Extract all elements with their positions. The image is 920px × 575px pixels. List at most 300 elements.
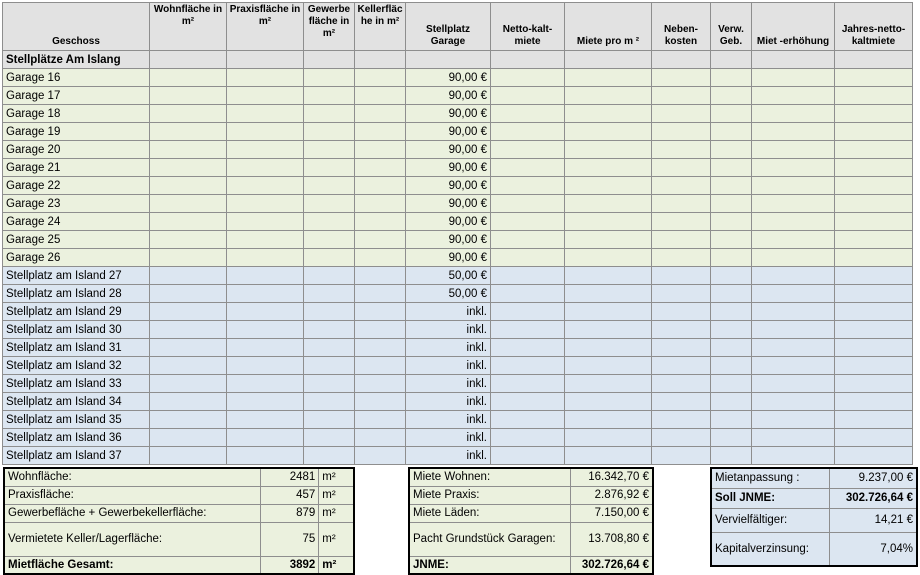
- summary-label[interactable]: Mietanpassung :: [711, 468, 829, 488]
- summary-value[interactable]: 457: [260, 486, 318, 504]
- table-cell[interactable]: [711, 447, 752, 465]
- col-header-nebenkosten[interactable]: Neben-kosten: [652, 3, 711, 51]
- table-cell[interactable]: [150, 357, 227, 375]
- stellplatz-cell[interactable]: inkl.: [406, 357, 491, 375]
- table-cell[interactable]: [652, 141, 711, 159]
- table-cell[interactable]: [355, 69, 406, 87]
- row-label[interactable]: Garage 23: [3, 195, 150, 213]
- table-cell[interactable]: [711, 195, 752, 213]
- table-cell[interactable]: [835, 429, 913, 447]
- table-cell[interactable]: [491, 51, 565, 69]
- table-cell[interactable]: [711, 213, 752, 231]
- summary-label[interactable]: Miete Praxis:: [409, 486, 570, 504]
- table-cell[interactable]: [652, 69, 711, 87]
- table-cell[interactable]: [304, 285, 355, 303]
- table-cell[interactable]: [652, 105, 711, 123]
- summary-label[interactable]: Pacht Grundstück Garagen:: [409, 522, 570, 556]
- table-cell[interactable]: [711, 69, 752, 87]
- stellplatz-cell[interactable]: 90,00 €: [406, 213, 491, 231]
- table-cell[interactable]: [835, 177, 913, 195]
- summary-label[interactable]: Vermietete Keller/Lagerfläche:: [4, 522, 260, 556]
- table-cell[interactable]: [652, 249, 711, 267]
- table-cell[interactable]: [652, 285, 711, 303]
- stellplatz-cell[interactable]: 50,00 €: [406, 285, 491, 303]
- table-cell[interactable]: [835, 195, 913, 213]
- table-cell[interactable]: [565, 105, 652, 123]
- row-label[interactable]: Stellplatz am Island 34: [3, 393, 150, 411]
- table-cell[interactable]: [355, 213, 406, 231]
- col-header-kellerflaeche[interactable]: Kellerfläc he in m²: [355, 3, 406, 51]
- table-cell[interactable]: [565, 87, 652, 105]
- table-cell[interactable]: [711, 429, 752, 447]
- table-cell[interactable]: [835, 249, 913, 267]
- table-cell[interactable]: [711, 339, 752, 357]
- table-cell[interactable]: [835, 267, 913, 285]
- col-header-geschoss[interactable]: Geschoss: [3, 3, 150, 51]
- col-header-gewerbeflaeche[interactable]: Gewerbe fläche in m²: [304, 3, 355, 51]
- table-cell[interactable]: [227, 249, 304, 267]
- table-cell[interactable]: [150, 375, 227, 393]
- table-cell[interactable]: [491, 321, 565, 339]
- table-cell[interactable]: [150, 393, 227, 411]
- stellplatz-cell[interactable]: inkl.: [406, 339, 491, 357]
- col-header-miete-pro-m2[interactable]: Miete pro m ²: [565, 3, 652, 51]
- table-cell[interactable]: [150, 231, 227, 249]
- row-label[interactable]: Stellplatz am Island 37: [3, 447, 150, 465]
- table-cell[interactable]: [150, 303, 227, 321]
- table-cell[interactable]: [227, 375, 304, 393]
- table-cell[interactable]: [565, 429, 652, 447]
- table-cell[interactable]: [227, 51, 304, 69]
- stellplatz-cell[interactable]: inkl.: [406, 447, 491, 465]
- table-cell[interactable]: [565, 249, 652, 267]
- stellplatz-cell[interactable]: 90,00 €: [406, 69, 491, 87]
- table-cell[interactable]: [355, 105, 406, 123]
- summary-value[interactable]: 879: [260, 504, 318, 522]
- section-title[interactable]: Stellplätze Am Islang: [3, 51, 150, 69]
- table-cell[interactable]: [304, 429, 355, 447]
- table-cell[interactable]: [565, 375, 652, 393]
- table-cell[interactable]: [711, 87, 752, 105]
- table-cell[interactable]: [565, 357, 652, 375]
- table-cell[interactable]: [491, 87, 565, 105]
- table-cell[interactable]: [565, 69, 652, 87]
- summary-label[interactable]: Gewerbefläche + Gewerbekellerfläche:: [4, 504, 260, 522]
- table-cell[interactable]: [752, 123, 835, 141]
- row-label[interactable]: Garage 22: [3, 177, 150, 195]
- row-label[interactable]: Stellplatz am Island 27: [3, 267, 150, 285]
- stellplatz-cell[interactable]: 90,00 €: [406, 123, 491, 141]
- row-label[interactable]: Garage 19: [3, 123, 150, 141]
- summary-value[interactable]: 16.342,70 €: [570, 468, 653, 486]
- table-cell[interactable]: [304, 267, 355, 285]
- table-cell[interactable]: [711, 123, 752, 141]
- table-cell[interactable]: [652, 303, 711, 321]
- table-cell[interactable]: [227, 69, 304, 87]
- table-cell[interactable]: [304, 303, 355, 321]
- table-cell[interactable]: [150, 339, 227, 357]
- table-cell[interactable]: [711, 285, 752, 303]
- table-cell[interactable]: [835, 87, 913, 105]
- table-cell[interactable]: [752, 159, 835, 177]
- stellplatz-cell[interactable]: inkl.: [406, 375, 491, 393]
- table-cell[interactable]: [355, 339, 406, 357]
- stellplatz-cell[interactable]: inkl.: [406, 429, 491, 447]
- row-label[interactable]: Garage 26: [3, 249, 150, 267]
- table-cell[interactable]: [227, 393, 304, 411]
- table-cell[interactable]: [491, 231, 565, 249]
- table-cell[interactable]: [752, 321, 835, 339]
- row-label[interactable]: Stellplatz am Island 30: [3, 321, 150, 339]
- table-cell[interactable]: [565, 123, 652, 141]
- table-cell[interactable]: [711, 411, 752, 429]
- col-header-mieterhoehung[interactable]: Miet -erhöhung: [752, 3, 835, 51]
- table-cell[interactable]: [150, 411, 227, 429]
- table-cell[interactable]: [304, 87, 355, 105]
- table-cell[interactable]: [355, 249, 406, 267]
- table-cell[interactable]: [491, 267, 565, 285]
- summary-value[interactable]: 7,04%: [829, 532, 917, 566]
- table-cell[interactable]: [491, 213, 565, 231]
- row-label[interactable]: Stellplatz am Island 29: [3, 303, 150, 321]
- summary-label[interactable]: Vervielfältiger:: [711, 508, 829, 532]
- table-cell[interactable]: [227, 411, 304, 429]
- table-cell[interactable]: [752, 447, 835, 465]
- table-cell[interactable]: [711, 393, 752, 411]
- table-cell[interactable]: [304, 411, 355, 429]
- table-cell[interactable]: [752, 249, 835, 267]
- table-cell[interactable]: [355, 375, 406, 393]
- summary-unit[interactable]: m²: [319, 468, 354, 486]
- table-cell[interactable]: [652, 231, 711, 249]
- table-cell[interactable]: [752, 357, 835, 375]
- stellplatz-cell[interactable]: inkl.: [406, 393, 491, 411]
- table-cell[interactable]: [355, 393, 406, 411]
- table-cell[interactable]: [304, 231, 355, 249]
- table-cell[interactable]: [835, 213, 913, 231]
- summary-unit[interactable]: m²: [319, 504, 354, 522]
- table-cell[interactable]: [835, 339, 913, 357]
- summary-label[interactable]: Wohnfläche:: [4, 468, 260, 486]
- table-cell[interactable]: [304, 321, 355, 339]
- table-cell[interactable]: [711, 231, 752, 249]
- table-cell[interactable]: [835, 411, 913, 429]
- table-cell[interactable]: [652, 411, 711, 429]
- row-label[interactable]: Garage 21: [3, 159, 150, 177]
- table-cell[interactable]: [227, 321, 304, 339]
- table-cell[interactable]: [491, 141, 565, 159]
- summary-value[interactable]: 7.150,00 €: [570, 504, 653, 522]
- table-cell[interactable]: [355, 51, 406, 69]
- stellplatz-cell[interactable]: 90,00 €: [406, 231, 491, 249]
- table-cell[interactable]: [711, 51, 752, 69]
- table-cell[interactable]: [491, 375, 565, 393]
- table-cell[interactable]: [491, 393, 565, 411]
- row-label[interactable]: Stellplatz am Island 36: [3, 429, 150, 447]
- row-label[interactable]: Garage 24: [3, 213, 150, 231]
- table-cell[interactable]: [355, 195, 406, 213]
- row-label[interactable]: Stellplatz am Island 28: [3, 285, 150, 303]
- table-cell[interactable]: [304, 159, 355, 177]
- table-cell[interactable]: [565, 447, 652, 465]
- table-cell[interactable]: [227, 267, 304, 285]
- table-cell[interactable]: [491, 447, 565, 465]
- col-header-nettokaltmiete[interactable]: Netto-kalt-miete: [491, 3, 565, 51]
- row-label[interactable]: Stellplatz am Island 33: [3, 375, 150, 393]
- table-cell[interactable]: [150, 321, 227, 339]
- row-label[interactable]: Stellplatz am Island 35: [3, 411, 150, 429]
- table-cell[interactable]: [835, 303, 913, 321]
- table-cell[interactable]: [565, 141, 652, 159]
- stellplatz-cell[interactable]: inkl.: [406, 303, 491, 321]
- table-cell[interactable]: [150, 249, 227, 267]
- table-cell[interactable]: [835, 51, 913, 69]
- table-cell[interactable]: [491, 357, 565, 375]
- table-cell[interactable]: [304, 177, 355, 195]
- table-cell[interactable]: [491, 105, 565, 123]
- table-cell[interactable]: [491, 339, 565, 357]
- table-cell[interactable]: [752, 141, 835, 159]
- table-cell[interactable]: [355, 87, 406, 105]
- table-cell[interactable]: [565, 411, 652, 429]
- table-cell[interactable]: [227, 231, 304, 249]
- summary-label[interactable]: Kapitalverzinsung:: [711, 532, 829, 566]
- table-cell[interactable]: [227, 177, 304, 195]
- table-cell[interactable]: [227, 123, 304, 141]
- table-cell[interactable]: [752, 267, 835, 285]
- col-header-stellplatz[interactable]: Stellplatz Garage: [406, 3, 491, 51]
- table-cell[interactable]: [227, 339, 304, 357]
- table-cell[interactable]: [304, 69, 355, 87]
- table-cell[interactable]: [355, 231, 406, 249]
- table-cell[interactable]: [711, 267, 752, 285]
- table-cell[interactable]: [565, 303, 652, 321]
- table-cell[interactable]: [227, 285, 304, 303]
- table-cell[interactable]: [355, 159, 406, 177]
- table-cell[interactable]: [491, 123, 565, 141]
- table-cell[interactable]: [304, 105, 355, 123]
- row-label[interactable]: Garage 25: [3, 231, 150, 249]
- table-cell[interactable]: [565, 195, 652, 213]
- table-cell[interactable]: [711, 375, 752, 393]
- table-cell[interactable]: [355, 447, 406, 465]
- stellplatz-cell[interactable]: 90,00 €: [406, 195, 491, 213]
- table-cell[interactable]: [227, 87, 304, 105]
- table-cell[interactable]: [304, 375, 355, 393]
- table-cell[interactable]: [835, 69, 913, 87]
- table-cell[interactable]: [491, 69, 565, 87]
- table-cell[interactable]: [752, 87, 835, 105]
- table-cell[interactable]: [652, 177, 711, 195]
- table-cell[interactable]: [652, 51, 711, 69]
- table-cell[interactable]: [150, 51, 227, 69]
- table-cell[interactable]: [304, 339, 355, 357]
- row-label[interactable]: Stellplatz am Island 32: [3, 357, 150, 375]
- table-cell[interactable]: [227, 141, 304, 159]
- row-label[interactable]: Garage 16: [3, 69, 150, 87]
- table-cell[interactable]: [835, 357, 913, 375]
- table-cell[interactable]: [565, 393, 652, 411]
- table-cell[interactable]: [652, 339, 711, 357]
- table-cell[interactable]: [835, 321, 913, 339]
- row-label[interactable]: Stellplatz am Island 31: [3, 339, 150, 357]
- table-cell[interactable]: [150, 213, 227, 231]
- table-cell[interactable]: [652, 159, 711, 177]
- table-cell[interactable]: [652, 429, 711, 447]
- table-cell[interactable]: [355, 141, 406, 159]
- table-cell[interactable]: [491, 177, 565, 195]
- table-cell[interactable]: [652, 213, 711, 231]
- stellplatz-cell[interactable]: 90,00 €: [406, 141, 491, 159]
- table-cell[interactable]: [752, 411, 835, 429]
- table-cell[interactable]: [491, 159, 565, 177]
- table-cell[interactable]: [565, 51, 652, 69]
- summary-value[interactable]: 2481: [260, 468, 318, 486]
- summary-label[interactable]: JNME:: [409, 556, 570, 574]
- table-cell[interactable]: [491, 411, 565, 429]
- table-cell[interactable]: [752, 195, 835, 213]
- summary-value[interactable]: 2.876,92 €: [570, 486, 653, 504]
- col-header-verw-geb[interactable]: Verw. Geb.: [711, 3, 752, 51]
- stellplatz-cell[interactable]: 50,00 €: [406, 267, 491, 285]
- summary-unit[interactable]: m²: [319, 522, 354, 556]
- table-cell[interactable]: [752, 285, 835, 303]
- summary-unit[interactable]: m²: [319, 556, 354, 574]
- summary-label[interactable]: Mietfläche Gesamt:: [4, 556, 260, 574]
- table-cell[interactable]: [752, 105, 835, 123]
- table-cell[interactable]: [355, 285, 406, 303]
- stellplatz-cell[interactable]: 90,00 €: [406, 105, 491, 123]
- table-cell[interactable]: [227, 429, 304, 447]
- table-cell[interactable]: [752, 339, 835, 357]
- summary-label[interactable]: Miete Wohnen:: [409, 468, 570, 486]
- table-cell[interactable]: [150, 447, 227, 465]
- table-cell[interactable]: [227, 159, 304, 177]
- summary-label[interactable]: Praxisfläche:: [4, 486, 260, 504]
- table-cell[interactable]: [652, 87, 711, 105]
- table-cell[interactable]: [150, 87, 227, 105]
- table-cell[interactable]: [491, 303, 565, 321]
- table-cell[interactable]: [652, 375, 711, 393]
- table-cell[interactable]: [752, 69, 835, 87]
- stellplatz-cell[interactable]: inkl.: [406, 321, 491, 339]
- table-cell[interactable]: [355, 429, 406, 447]
- table-cell[interactable]: [752, 213, 835, 231]
- table-cell[interactable]: [406, 51, 491, 69]
- table-cell[interactable]: [150, 195, 227, 213]
- table-cell[interactable]: [150, 123, 227, 141]
- table-cell[interactable]: [355, 303, 406, 321]
- table-cell[interactable]: [565, 159, 652, 177]
- table-cell[interactable]: [150, 69, 227, 87]
- table-cell[interactable]: [565, 267, 652, 285]
- table-cell[interactable]: [711, 105, 752, 123]
- summary-label[interactable]: Soll JNME:: [711, 488, 829, 508]
- summary-value[interactable]: 14,21 €: [829, 508, 917, 532]
- table-cell[interactable]: [711, 177, 752, 195]
- table-cell[interactable]: [304, 195, 355, 213]
- summary-value[interactable]: 302.726,64 €: [570, 556, 653, 574]
- col-header-jahresnettokaltmiete[interactable]: Jahres-netto-kaltmiete: [835, 3, 913, 51]
- summary-value[interactable]: 302.726,64 €: [829, 488, 917, 508]
- table-cell[interactable]: [491, 285, 565, 303]
- row-label[interactable]: Garage 20: [3, 141, 150, 159]
- stellplatz-cell[interactable]: 90,00 €: [406, 177, 491, 195]
- row-label[interactable]: Garage 18: [3, 105, 150, 123]
- table-cell[interactable]: [835, 159, 913, 177]
- summary-value[interactable]: 9.237,00 €: [829, 468, 917, 488]
- table-cell[interactable]: [227, 213, 304, 231]
- table-cell[interactable]: [565, 231, 652, 249]
- table-cell[interactable]: [652, 447, 711, 465]
- table-cell[interactable]: [304, 213, 355, 231]
- summary-value[interactable]: 3892: [260, 556, 318, 574]
- table-cell[interactable]: [150, 429, 227, 447]
- table-cell[interactable]: [150, 285, 227, 303]
- table-cell[interactable]: [150, 105, 227, 123]
- table-cell[interactable]: [835, 123, 913, 141]
- table-cell[interactable]: [752, 393, 835, 411]
- table-cell[interactable]: [752, 303, 835, 321]
- table-cell[interactable]: [491, 195, 565, 213]
- table-cell[interactable]: [835, 105, 913, 123]
- table-cell[interactable]: [752, 429, 835, 447]
- table-cell[interactable]: [304, 51, 355, 69]
- table-cell[interactable]: [652, 393, 711, 411]
- summary-value[interactable]: 13.708,80 €: [570, 522, 653, 556]
- table-cell[interactable]: [227, 105, 304, 123]
- table-cell[interactable]: [150, 159, 227, 177]
- summary-value[interactable]: 75: [260, 522, 318, 556]
- stellplatz-cell[interactable]: 90,00 €: [406, 159, 491, 177]
- table-cell[interactable]: [355, 267, 406, 285]
- table-cell[interactable]: [227, 447, 304, 465]
- table-cell[interactable]: [227, 195, 304, 213]
- table-cell[interactable]: [491, 249, 565, 267]
- table-cell[interactable]: [711, 141, 752, 159]
- stellplatz-cell[interactable]: 90,00 €: [406, 249, 491, 267]
- table-cell[interactable]: [304, 357, 355, 375]
- summary-label[interactable]: Miete Läden:: [409, 504, 570, 522]
- table-cell[interactable]: [491, 429, 565, 447]
- table-cell[interactable]: [355, 411, 406, 429]
- table-cell[interactable]: [835, 393, 913, 411]
- table-cell[interactable]: [752, 177, 835, 195]
- table-cell[interactable]: [652, 195, 711, 213]
- table-cell[interactable]: [150, 141, 227, 159]
- table-cell[interactable]: [304, 123, 355, 141]
- col-header-wohnflaeche[interactable]: Wohnfläche in m²: [150, 3, 227, 51]
- table-cell[interactable]: [565, 285, 652, 303]
- table-cell[interactable]: [304, 447, 355, 465]
- table-cell[interactable]: [752, 375, 835, 393]
- table-cell[interactable]: [304, 249, 355, 267]
- table-cell[interactable]: [304, 141, 355, 159]
- table-cell[interactable]: [355, 357, 406, 375]
- table-cell[interactable]: [711, 249, 752, 267]
- table-cell[interactable]: [565, 177, 652, 195]
- table-cell[interactable]: [355, 321, 406, 339]
- table-cell[interactable]: [711, 357, 752, 375]
- table-cell[interactable]: [304, 393, 355, 411]
- table-cell[interactable]: [835, 375, 913, 393]
- table-cell[interactable]: [835, 285, 913, 303]
- table-cell[interactable]: [835, 447, 913, 465]
- table-cell[interactable]: [752, 231, 835, 249]
- table-cell[interactable]: [227, 357, 304, 375]
- table-cell[interactable]: [355, 177, 406, 195]
- table-cell[interactable]: [835, 231, 913, 249]
